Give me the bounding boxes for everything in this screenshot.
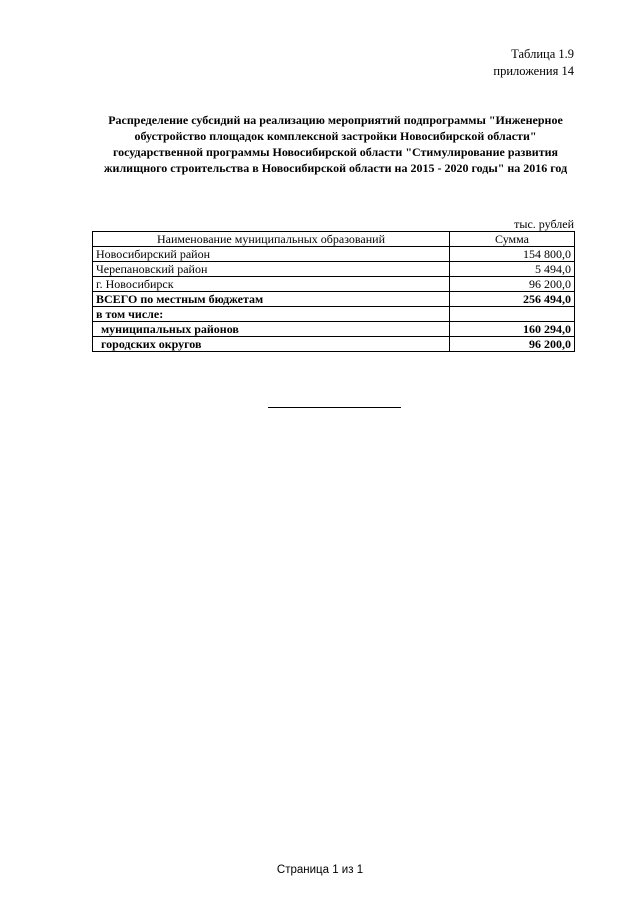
document-title: Распределение субсидий на реализацию мероприятий подпрограммы "Инженерное обустройство площадок комплексной застройки Новосибирской области" государственной программы Новосибирской области "Стимулирование развития жилищного строительства в Новосибирской области на 2015 - 2020 годы" на 2016 год: [103, 113, 568, 175]
row-name: городских округов: [93, 337, 450, 352]
row-amount: 5 494,0: [450, 262, 575, 277]
row-name: Новосибирский район: [93, 247, 450, 262]
table-row: [93, 262, 575, 277]
row-name: муниципальных районов: [93, 322, 450, 337]
row-name: г. Новосибирск: [93, 277, 450, 292]
row-name: Черепановский район: [93, 262, 450, 277]
including-row: [93, 307, 575, 322]
table-row: [93, 247, 575, 262]
separator-line: [268, 407, 401, 408]
units-label: тыс. рублей: [514, 217, 574, 231]
appendix-number: приложения 14: [493, 64, 574, 78]
row-amount: 96 200,0: [450, 337, 575, 352]
subtotal-row: [93, 337, 575, 352]
row-amount: [450, 307, 575, 322]
table-number: Таблица 1.9: [511, 47, 574, 61]
row-amount: 154 800,0: [450, 247, 575, 262]
table-reference: [493, 46, 574, 80]
column-header-amount: Сумма: [450, 232, 575, 247]
table-header-row: [93, 232, 575, 247]
row-name: ВСЕГО по местным бюджетам: [93, 292, 450, 307]
row-amount: 160 294,0: [450, 322, 575, 337]
subsidy-table: [92, 231, 575, 352]
total-row: [93, 292, 575, 307]
row-name: в том числе:: [93, 307, 450, 322]
page-footer: Страница 1 из 1: [276, 864, 364, 876]
column-header-municipality: Наименование муниципальных образований: [93, 232, 450, 247]
table-row: [93, 277, 575, 292]
subtotal-row: [93, 322, 575, 337]
row-amount: 96 200,0: [450, 277, 575, 292]
row-amount: 256 494,0: [450, 292, 575, 307]
